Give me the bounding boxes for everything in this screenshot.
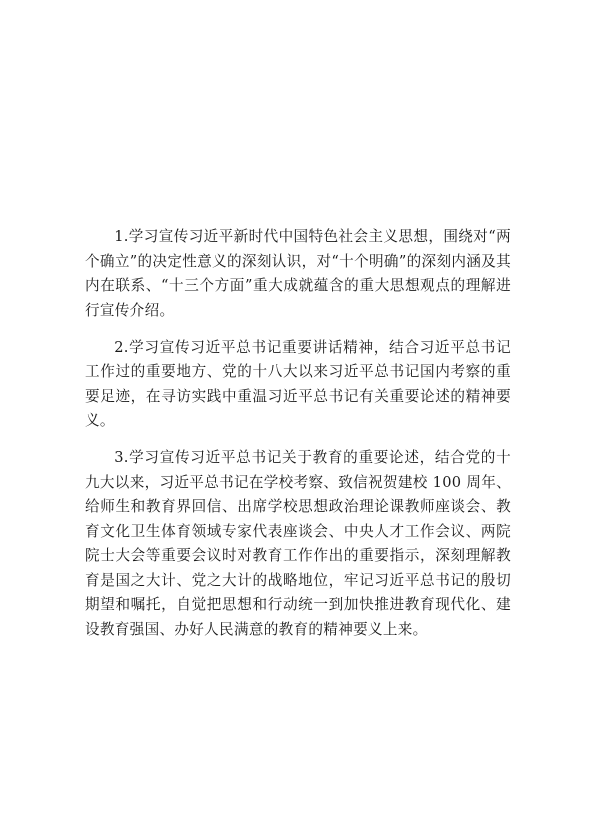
paragraph-2: 2.学习宣传习近平总书记重要讲话精神，结合习近平总书记工作过的重要地方、党的十八大以来习近平总书记国内考察的重要足迹，在寻访实践中重温习近平总书记有关重要论述的精神要义。 (85, 338, 511, 429)
paragraph-1: 1.学习宣传习近平新时代中国特色社会主义思想，围绕对“两个确立”的决定性意义的深刻认识，对“十个明确”的深刻内涵及其内在联系、“十三个方面”重大成就蕴含的重大思想观点的理解进行宣传介绍。 (85, 228, 511, 319)
document-body (85, 225, 511, 655)
paragraph-3: 3.学习宣传习近平总书记关于教育的重要论述，结合党的十九大以来，习近平总书记在学校考察、致信祝贺建校 100 周年、给师生和教育界回信、出席学校思想政治理论课教师座谈会、教育文化卫生体育领域专家代表座谈会、中央人才工作会议、两院院士大会等重要会议时对教育工作作出的重要指示，深刻理解教育是国之大计、党之大计的战略地位，牢记习近平总书记的殷切期望和嘱托，自觉把思想和行动统一到加快推进教育现代化、建设教育强国、办好人民满意的教育的精神要义上来。 (85, 449, 511, 638)
